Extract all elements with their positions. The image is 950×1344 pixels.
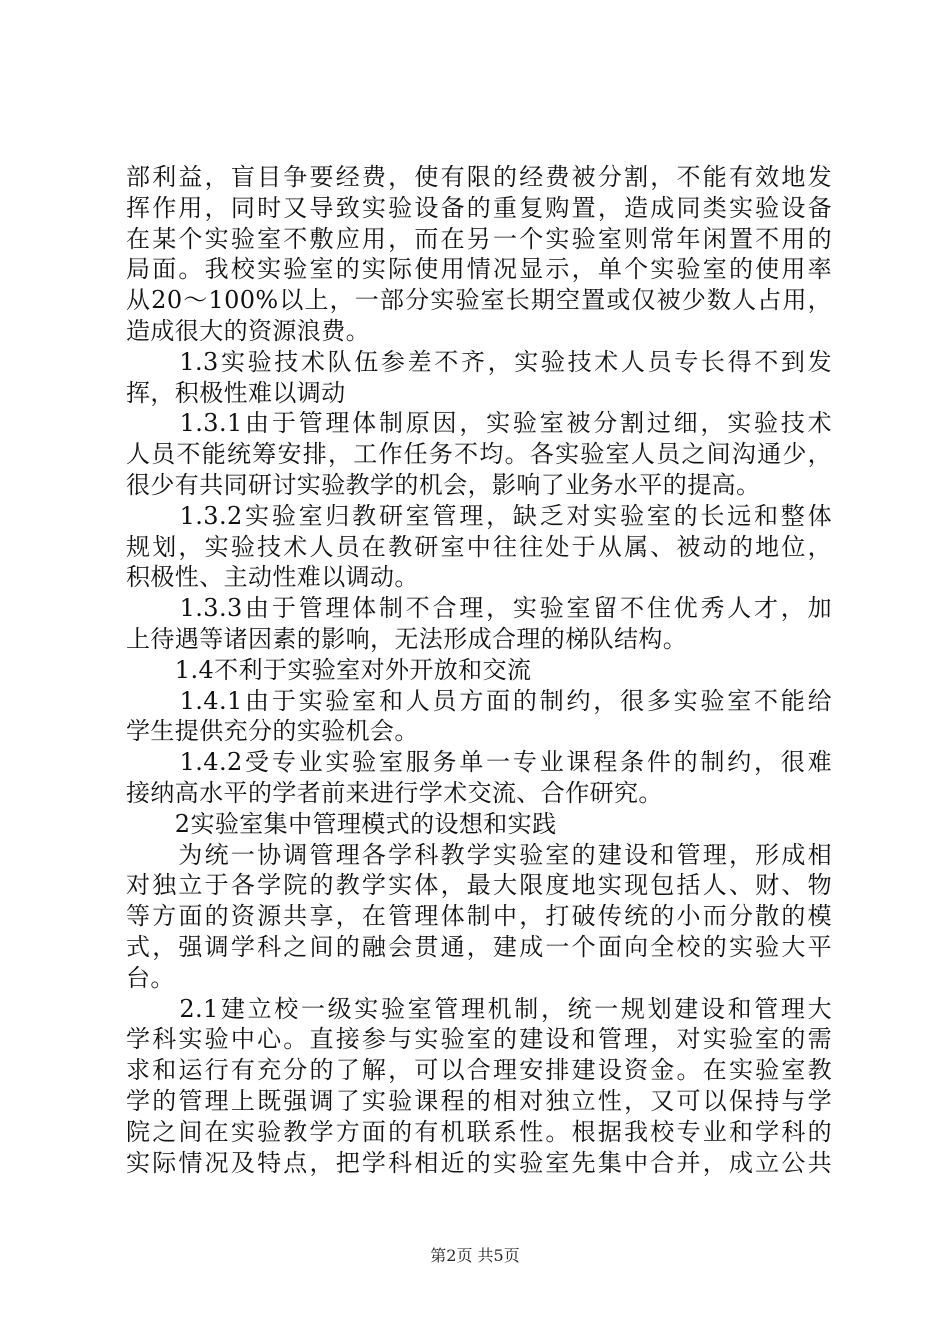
text-line: 学生提供充分的实验机会。: [126, 717, 419, 746]
text-line: 人员不能统筹安排，工作任务不均。各实验室人员之间沟通少，: [126, 440, 832, 469]
text-line: 式，强调学科之间的融会贯通，建成一个面向全校的实验大平: [126, 932, 832, 961]
text-line: 挥作用，同时又导致实验设备的重复购置，造成同类实验设备: [126, 193, 832, 222]
text-line: 1.3.2实验室归教研室管理，缺乏对实验室的长远和整体: [126, 501, 832, 530]
text-line: 等方面的资源共享，在管理体制中，打破传统的小而分散的模: [126, 902, 832, 931]
text-line: 求和运行有充分的了解，可以合理安排建设资金。在实验室教: [126, 1056, 832, 1085]
text-line: 规划，实验技术人员在教研室中往往处于从属、被动的地位，: [126, 532, 832, 561]
text-line: 积极性、主动性难以调动。: [126, 563, 419, 592]
text-line: 1.3.1由于管理体制原因，实验室被分割过细，实验技术: [126, 409, 832, 438]
section-heading: 1.3实验技术队伍参差不齐，实验技术人员专长得不到发: [126, 347, 832, 376]
document-body: [126, 162, 832, 1178]
text-line: 对独立于各学院的教学实体，最大限度地实现包括人、财、物: [126, 871, 832, 900]
text-line: 从20～100%以上，一部分实验室长期空置或仅被少数人占用，: [126, 286, 832, 315]
text-line: 上待遇等诸因素的影响，无法形成合理的梯队结构。: [126, 624, 688, 653]
section-heading: 1.4不利于实验室对外开放和交流: [126, 655, 532, 684]
text-line: 学的管理上既强调了实验课程的相对独立性，又可以保持与学: [126, 1086, 832, 1115]
text-line: 1.3.3由于管理体制不合理，实验室留不住优秀人才，加: [126, 594, 832, 623]
text-line: 为统一协调管理各学科教学实验室的建设和管理，形成相: [126, 840, 832, 869]
text-line: 部利益，盲目争要经费，使有限的经费被分割，不能有效地发: [126, 163, 832, 191]
section-heading: 2.1建立校一级实验室管理机制，统一规划建设和管理大: [126, 994, 832, 1023]
page-number-footer: 第2页 共5页: [430, 1246, 520, 1265]
text-line: 1.4.1由于实验室和人员方面的制约，很多实验室不能给: [126, 686, 832, 715]
text-line: 实际情况及特点，把学科相近的实验室先集中合并，成立公共: [126, 1148, 832, 1177]
text-line: 院之间在实验教学方面的有机联系性。根据我校专业和学科的: [126, 1117, 832, 1146]
text-line: 很少有共同研讨实验教学的机会，影响了业务水平的提高。: [126, 470, 761, 499]
section-heading: 2实验室集中管理模式的设想和实践: [126, 809, 557, 838]
text-line: 1.4.2受专业实验室服务单一专业课程条件的制约，很难: [126, 748, 832, 777]
text-line: 台。: [126, 963, 175, 992]
text-line: 造成很大的资源浪费。: [126, 316, 370, 345]
text-line: 学科实验中心。直接参与实验室的建设和管理，对实验室的需: [126, 1025, 832, 1054]
text-line: 在某个实验室不敷应用，而在另一个实验室则常年闲置不用的: [126, 224, 832, 253]
text-line: 局面。我校实验室的实际使用情况显示，单个实验室的使用率: [126, 255, 832, 284]
text-line: 接纳高水平的学者前来进行学术交流、合作研究。: [126, 778, 663, 807]
section-heading: 挥，积极性难以调动: [126, 378, 346, 407]
